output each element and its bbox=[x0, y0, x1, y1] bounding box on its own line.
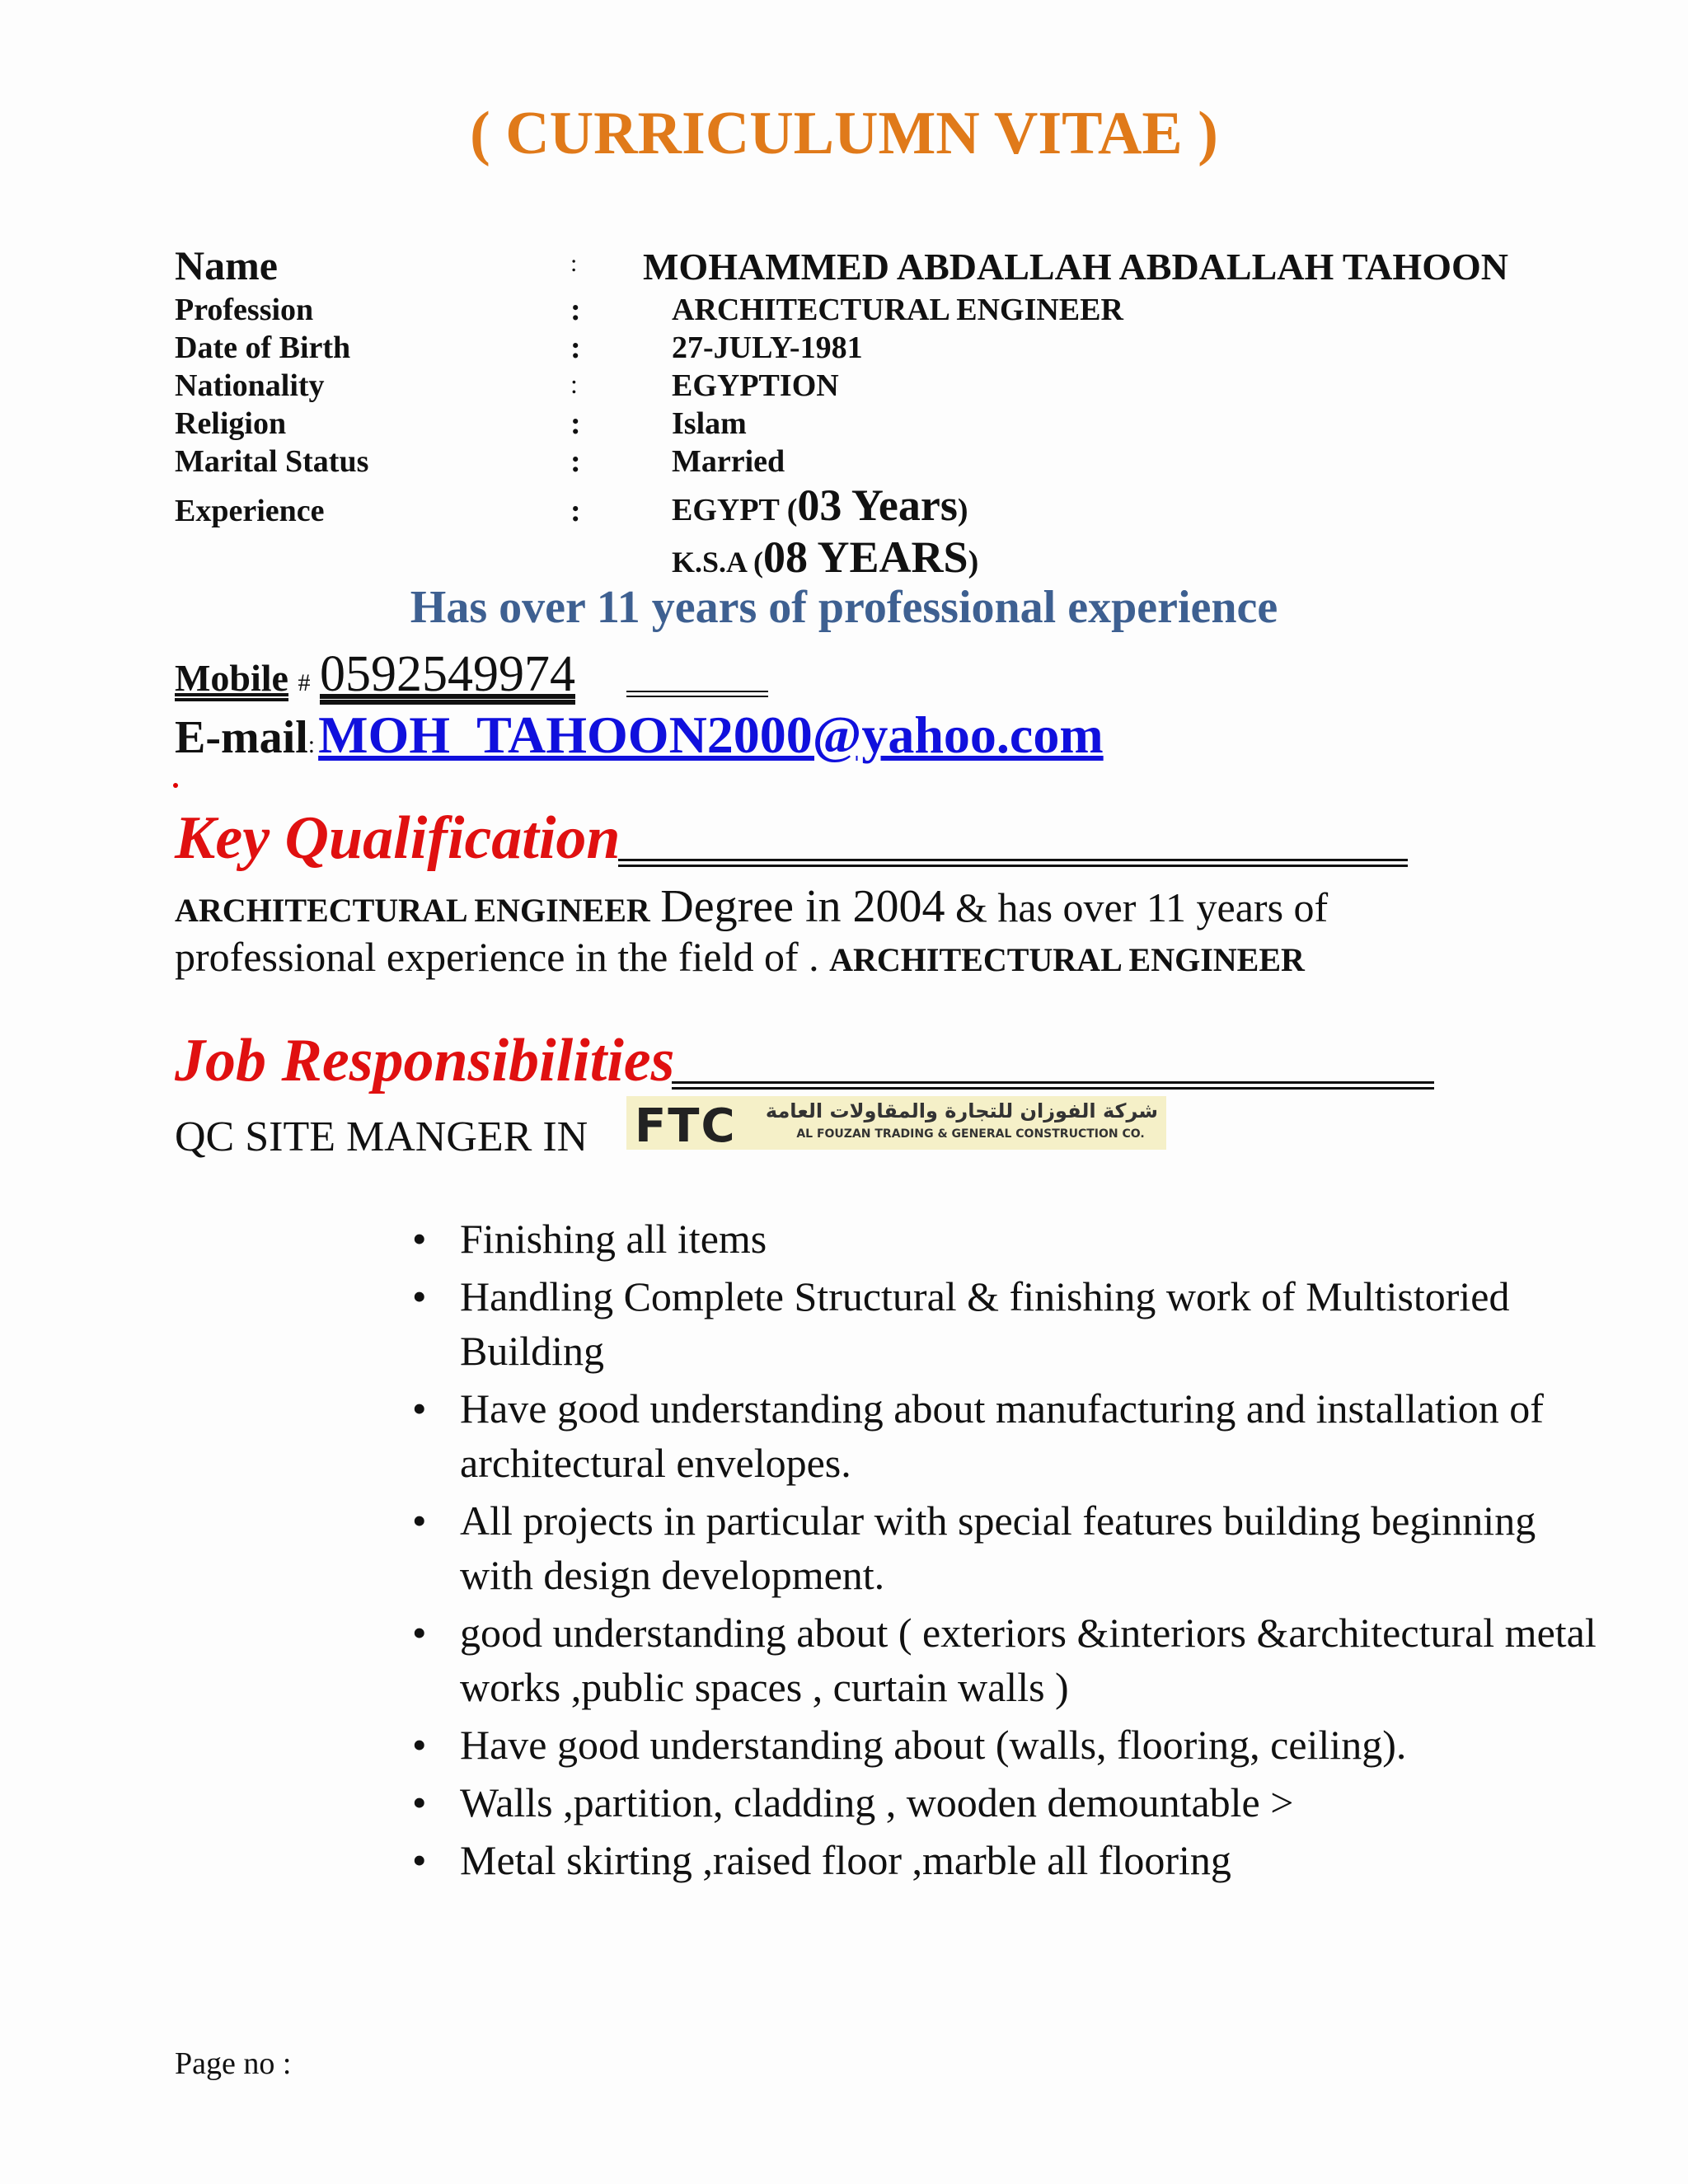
exp-ksa-country: K.S.A ( bbox=[672, 546, 764, 579]
key-qualification-heading: Key Qualification bbox=[175, 804, 621, 872]
document-title: ( CURRICULUMN VITAE ) bbox=[470, 100, 1218, 167]
red-dot bbox=[173, 783, 178, 788]
qualification-line-2 bbox=[175, 933, 1305, 981]
religion-label: Religion bbox=[175, 406, 287, 441]
religion-value: Islam bbox=[672, 406, 747, 441]
page-number: Page no : bbox=[175, 2046, 292, 2081]
heading-rule bbox=[618, 859, 1408, 867]
list-item: • Finishing all items bbox=[412, 1212, 1599, 1266]
email-sep: : bbox=[307, 731, 316, 758]
logo-mark: FTC bbox=[635, 1099, 737, 1153]
exp-ksa-years: 08 YEARS bbox=[763, 532, 968, 582]
job-responsibilities-heading: Job Responsibilities bbox=[175, 1027, 675, 1094]
mobile-line bbox=[175, 645, 575, 704]
hash: # bbox=[298, 669, 311, 696]
list-item: • Walls ,partition, cladding , wooden demountable > bbox=[412, 1775, 1599, 1830]
list-item: • Have good understanding about (walls, flooring, ceiling). bbox=[412, 1718, 1599, 1772]
list-item: • Metal skirting ,raised floor ,marble all flooring bbox=[412, 1833, 1599, 1887]
nationality-label: Nationality bbox=[175, 368, 325, 403]
list-item: • Have good understanding about manufacturing and installation of architectural envelopes. bbox=[412, 1381, 1599, 1490]
experience-label: Experience bbox=[175, 494, 325, 528]
colon: : bbox=[570, 330, 581, 365]
field-title: ARCHITECTURAL ENGINEER bbox=[829, 941, 1305, 978]
paren: ) bbox=[957, 493, 968, 527]
qualification-line-1 bbox=[175, 880, 1328, 933]
mobile-label: Mobile bbox=[175, 657, 288, 699]
colon: : bbox=[570, 369, 578, 399]
paren: ) bbox=[968, 545, 979, 579]
field-text: professional experience in the field of . bbox=[175, 934, 819, 980]
experience-summary: Has over 11 years of professional experience bbox=[410, 582, 1278, 633]
list-item: • All projects in particular with special features building beginning with design development. bbox=[412, 1493, 1599, 1602]
experience-text: & has over 11 years of bbox=[955, 884, 1329, 930]
name-label: Name bbox=[175, 242, 278, 288]
exp-egypt-years: 03 Years bbox=[797, 480, 958, 530]
profession-label: Profession bbox=[175, 293, 314, 327]
company-logo bbox=[626, 1096, 1166, 1153]
colon: : bbox=[570, 250, 578, 277]
logo-arabic: شركة الفوزان للتجارة والمقاولات العامة bbox=[765, 1099, 1158, 1122]
experience-egypt bbox=[672, 480, 968, 531]
position-text: QC SITE MANGER IN bbox=[175, 1113, 588, 1160]
list-item: • good understanding about ( exteriors &interiors &architectural metal works ,public spaces , curtain walls ) bbox=[412, 1605, 1599, 1714]
dob-value: 27-JULY-1981 bbox=[672, 330, 863, 365]
colon: : bbox=[570, 494, 581, 528]
colon: : bbox=[570, 444, 581, 479]
nationality-value: EGYPTION bbox=[672, 368, 839, 403]
marital-value: Married bbox=[672, 444, 785, 479]
list-item: • Handling Complete Structural & finishing work of Multistoried Building bbox=[412, 1269, 1599, 1378]
heading-rule bbox=[672, 1081, 1434, 1090]
name-value: MOHAMMED ABDALLAH ABDALLAH TAHOON bbox=[643, 246, 1508, 288]
logo-english: AL FOUZAN TRADING & GENERAL CONSTRUCTION CO. bbox=[796, 1127, 1145, 1141]
degree-year: Degree in 2004 bbox=[660, 881, 945, 932]
experience-ksa bbox=[672, 532, 978, 583]
email-link[interactable]: MOH_TAHOON2000@yahoo.com bbox=[318, 705, 1104, 764]
responsibility-list bbox=[412, 1212, 1599, 1891]
dob-label: Date of Birth bbox=[175, 330, 351, 365]
marital-label: Marital Status bbox=[175, 444, 369, 479]
colon: : bbox=[570, 293, 581, 327]
mobile-number[interactable]: 0592549974 bbox=[319, 646, 575, 702]
profession-value: ARCHITECTURAL ENGINEER bbox=[672, 293, 1123, 327]
exp-egypt-country: EGYPT ( bbox=[672, 493, 798, 527]
degree-title: ARCHITECTURAL ENGINEER bbox=[175, 892, 650, 929]
email-label: E-mail bbox=[175, 712, 308, 763]
email-line bbox=[175, 705, 1104, 766]
colon: : bbox=[570, 406, 581, 441]
mobile-underline bbox=[626, 691, 768, 697]
